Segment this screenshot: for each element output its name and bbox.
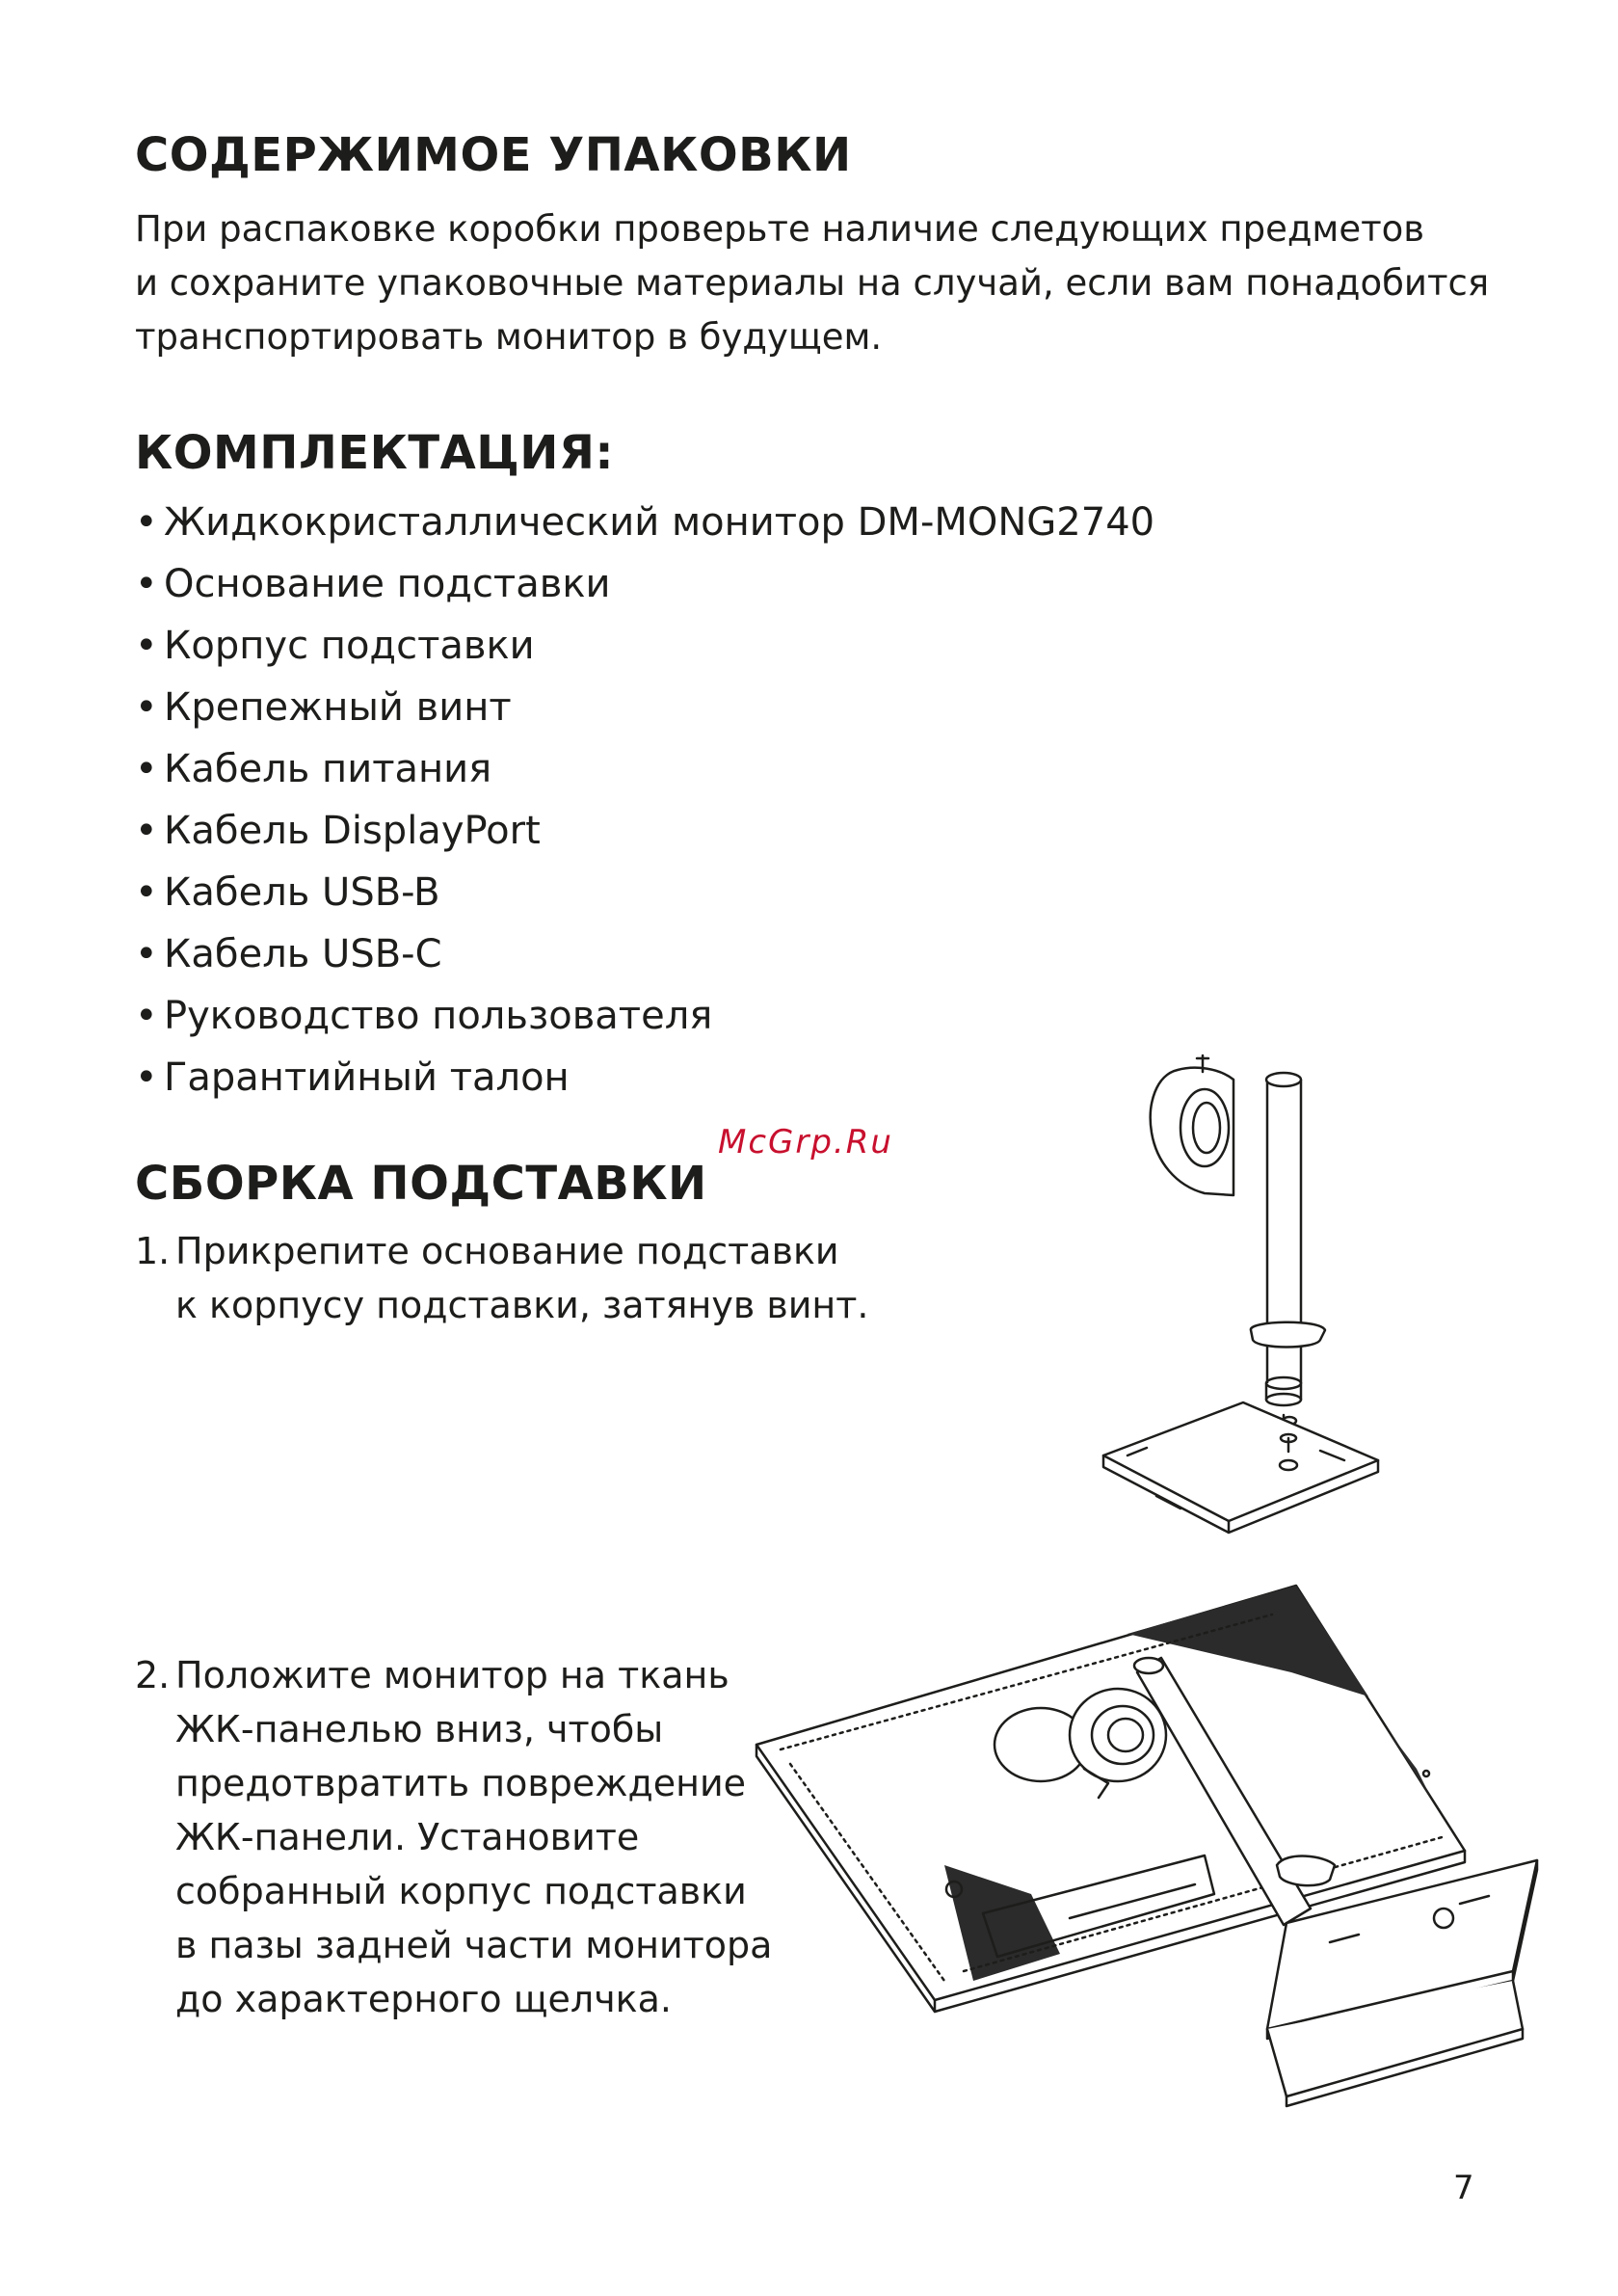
bullet: •: [135, 809, 158, 853]
step-line: в пазы задней части монитора: [175, 1924, 773, 1966]
step-line: Прикрепите основание подставки: [175, 1230, 839, 1272]
list-item: [135, 492, 1154, 553]
step-line: собранный корпус подставки: [175, 1870, 747, 1912]
watermark: McGrp.Ru: [718, 1123, 893, 1161]
list-item: [135, 1047, 1154, 1108]
bullet: •: [135, 500, 158, 545]
list-item: [135, 553, 1154, 615]
bullet: •: [135, 685, 158, 730]
list-item: [135, 923, 1154, 985]
bullet: •: [135, 870, 158, 915]
bullet: •: [135, 932, 158, 976]
step-line: к корпусу подставки, затянув винт.: [175, 1284, 869, 1326]
step-line: ЖК-панели. Установите: [175, 1816, 640, 1858]
section-title-assembly: СБОРКА ПОДСТАВКИ: [135, 1157, 707, 1211]
intro-line: При распаковке коробки проверьте наличие следующих предметов: [135, 208, 1425, 250]
page-number: 7: [1453, 2169, 1474, 2207]
intro-line: и сохраните упаковочные материалы на случай, если вам понадобится: [135, 262, 1490, 304]
item-text: Жидкокристаллический монитор DM-MONG2740: [164, 500, 1155, 545]
list-item: [135, 800, 1154, 862]
item-text: Кабель USB-B: [164, 870, 440, 915]
step-number: 1.: [135, 1230, 171, 1272]
stand-assembly-illustration: [1089, 1051, 1388, 1542]
section-title-kit: КОМПЛЕКТАЦИЯ:: [135, 426, 615, 480]
list-item: [135, 738, 1154, 800]
item-text: Кабель питания: [164, 747, 492, 791]
item-text: Корпус подставки: [164, 624, 535, 668]
item-text: Руководство пользователя: [164, 994, 713, 1038]
monitor-assembly-illustration: [752, 1576, 1571, 2121]
package-intro: [135, 202, 1489, 364]
item-text: Гарантийный талон: [164, 1055, 570, 1100]
bullet: •: [135, 747, 158, 791]
bullet: •: [135, 562, 158, 606]
item-text: Основание подставки: [164, 562, 611, 606]
kit-list: [135, 492, 1154, 1108]
bullet: •: [135, 624, 158, 668]
section-title-package: СОДЕРЖИМОЕ УПАКОВКИ: [135, 128, 852, 182]
step-number: 2.: [135, 1654, 171, 1696]
item-text: Кабель DisplayPort: [164, 809, 541, 853]
item-text: Крепежный винт: [164, 685, 512, 730]
list-item: [135, 615, 1154, 677]
bullet: •: [135, 1055, 158, 1100]
step-line: предотвратить повреждение: [175, 1762, 747, 1804]
list-item: [135, 677, 1154, 738]
list-item: [135, 862, 1154, 923]
step-line: до характерного щелчка.: [175, 1978, 672, 2020]
step-line: ЖК-панелью вниз, чтобы: [175, 1708, 664, 1750]
item-text: Кабель USB-C: [164, 932, 442, 976]
bullet: •: [135, 994, 158, 1038]
intro-line: транспортировать монитор в будущем.: [135, 316, 883, 358]
list-item: [135, 985, 1154, 1047]
step-line: Положите монитор на ткань: [175, 1654, 729, 1696]
